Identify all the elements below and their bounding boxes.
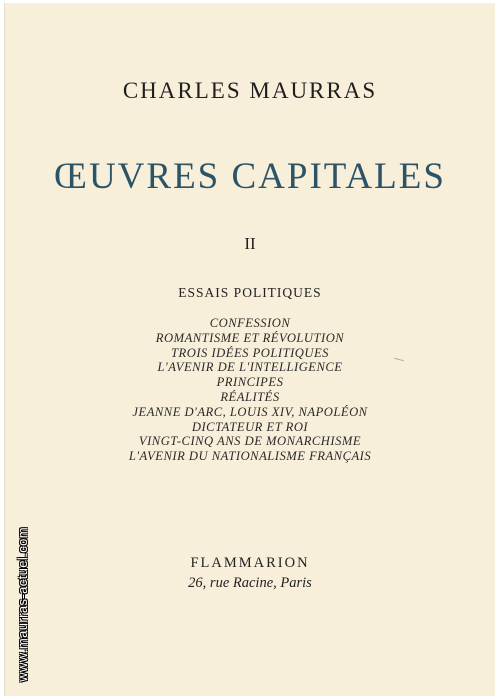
contents-item: PRINCIPES <box>216 375 284 390</box>
contents-item: JEANNE D'ARC, LOUIS XIV, NAPOLÉON <box>132 404 368 419</box>
publisher-name: FLAMMARION <box>190 555 310 571</box>
contents-item: CONFESSION <box>209 316 291 330</box>
contents-item: VINGT-CINQ ANS DE MONARCHISME <box>138 434 362 449</box>
contents-item: L'AVENIR DE L'INTELLIGENCE <box>157 360 343 375</box>
volume-number: II <box>244 234 256 253</box>
contents-item: DICTATEUR ET ROI <box>191 419 309 434</box>
contents-item: RÉALITÉS <box>220 389 280 404</box>
contents-item: L'AVENIR DU NATIONALISME FRANÇAIS <box>128 449 372 464</box>
contents-list <box>5 316 495 464</box>
watermark-text: www.maurras-actuel.com <box>15 527 30 682</box>
section-heading: ESSAIS POLITIQUES <box>178 285 322 300</box>
publisher-address: 26, rue Racine, Paris <box>188 575 312 591</box>
contents-item: TROIS IDÉES POLITIQUES <box>171 345 329 360</box>
book-title: ŒUVRES CAPITALES <box>54 156 446 197</box>
contents-item: ROMANTISME ET RÉVOLUTION <box>155 330 345 345</box>
book-title-page <box>4 3 495 696</box>
author-name: CHARLES MAURRAS <box>122 78 378 103</box>
